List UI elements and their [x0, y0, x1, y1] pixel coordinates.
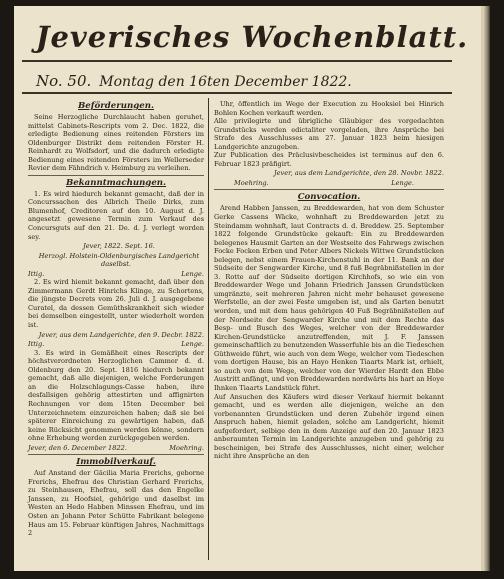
paragraph: 2. Es wird hiemit bekannt gemacht, daß über den Zimmermann Gerdt Hinrichs Klinge, zu Schortens, die jüngste Decrets vom 26. Juli d. J. ausgegebene Curatel, da dessen Gemüthskrankheit sich wieder bei demselben eingestellt, unter wiederholt worden ist.	[28, 278, 204, 330]
signature-name: Lenge.	[181, 269, 204, 278]
signature-line	[28, 444, 204, 453]
section-heading: Beförderungen.	[78, 101, 154, 111]
masthead-rule	[22, 60, 452, 62]
paragraph: Uhr, öffentlich im Wege der Execution zu Hooksiel bei Hinrich Bohlen Kochen verkauft werden. Alle privilegirte und übrigliche Gläubiger des vorgedachten Grundstücks werden edictaliter vorgeladen, ihre Ansprüche bei Strafe des Ausschlusses am 27. Januar 1823 beim hiesigen Landgerichte anzugeben. Zur Publication des Präclusivbescheides ist terminus auf den 6. Februar 1823 präfigirt.	[214, 100, 444, 168]
issue-date: Montag den 16ten December 1822.	[99, 74, 352, 90]
section-heading: Bekanntmachungen.	[65, 177, 167, 188]
paragraph: Arend Habben Janssen, zu Breddewarden, hat von dem Schuster Gerke Cassens Wäcke, wohnhaft zu Breddewarden jetzt zu Steindamm wohnhaft, laut Contracts d. d. Breddew. 25. September 1822 folgende Grundstücke gekauft: Ein zu Breddewarden belegenes Hausmit Garten an der Westseite des Fahrwegs zwischen Focke Focken Erben und Peter Albers Nickels Wittwe Grundstücken belegen, nebst einem Frauen-Kirchenstuhl in der 11. Bank an der Südseite der Sengwarder Kirche, und 8 fuß Begräbnißstellen in der 3. Rotte auf der Südseite dortigen Kirchhofs, so wie ein von Breddewarder Wege und Johann Friedrich Janssen Grundstücken umgränzte, seit mehreren Jahren nicht mehr behauset gewesene Werfstelle, an der zwei Feste umgeben ist, und als Garten benutzt worden, und mit dem haus gehörigen 40 Fuß Begräbnißstellen auf der Nordseite der Sengwarder Kirche und mit dem Rechte das Besp- und Busch des Weges, welcher von der Breddewarder Kirchen-Grundstücke anzutreffenden, mit J. F. Janssen gemeinschaftlich zu benutzenden Wasserfuhle bis an die Tiedeschen Güthweide führt, wie auch von dem Wege, welcher vom Tiedeschen vom dortigen Hause, bis an Hayo Henken Tiaarts Mark ist, erhielt, so auch von dem Wege, welcher von der Wierder Hardt den Ebbe Austritt anfängt, und von Breddewarden nordwärts bis hart an Hoye Ihnken Tiaarts Landstück führt. Auf Ansuchen des Käufers wird dieser Verkauf hiermit bekannt gemacht, und es werden alle diejenigen, welche an den vorbenannten Grundstücken und deren Zubehör irgend einen Anspruch haben, hiemit geladen, solche am Landgericht, hiemit aufgefordert, selbige den in dem Anzeige auf den 20. Januar 1823 anberaumten Termin im Landgerichte anzugeben und gehörig zu bescheinigen, bei Strafe des Ausschlusses, nicht einer, welcher nicht ihre Ansprüche an den	[214, 204, 444, 461]
right-column	[214, 100, 444, 462]
page-edge	[484, 6, 490, 571]
dateline-rule	[22, 92, 452, 94]
left-column	[28, 100, 204, 539]
signature-place: Jever, aus dem Landgerichte, den 28. Novbr. 1822.	[274, 169, 444, 178]
signature-name: Moehring.	[234, 178, 269, 187]
separator	[28, 454, 204, 455]
paragraph: 1. Es wird hiedurch bekannt gemacht, daß der in Concurssachen des Albrich Theile Dirks, zum Blumenhof, Creditoren auf den 10. August d. J. angesetzt gewesene Termin zum Verkauf des Concursguts auf den 21. De. d. J. verlegt worden sey.	[28, 189, 204, 241]
signature-name: Lenge.	[181, 340, 204, 349]
signature-office: Herzogl. Holstein-Oldenburgisches Landgericht daselbst.	[38, 251, 200, 269]
signature-names	[28, 270, 204, 279]
section-heading: Immobilverkauf.	[76, 457, 156, 468]
paragraph: 3. Es wird in Gemäßheit eines Rescripts der höchstverordneten Herzoglichen Cammer d. d. Oldenburg den 20. Sept. 1816 hiedurch bekannt gemacht, daß alle diejenigen, welche Forderungen an die Holzschlagungs-Casse haben, ihre desfallsigen gehörig attestirten und affignirten Rechnungen vor dem 15ten December bei Unterzeichnetem einzureichen haben; daß sie bei späterer Einreichung zu gewärtigen haben, daß keine Rücksicht genommen werden könne, sondern ohne Erhebung werden zurückgegeben werden.	[28, 348, 204, 443]
separator	[28, 175, 204, 176]
signature-name: Ittig.	[28, 340, 45, 349]
signature-name: Ittig.	[28, 269, 45, 278]
signature-place: Jever, den 6. December 1822.	[28, 443, 127, 452]
column-divider	[208, 98, 209, 560]
issue-number: No. 50.	[36, 72, 92, 90]
signature-name: Lenge.	[391, 178, 414, 187]
paragraph: Seine Herzogliche Durchlaucht haben geruhet, mittelst Cabinets-Rescripts vom 2. Dec. 1822, die erledigte Bedienung eines reitenden Försters im Oldenburger Distrikt dem reitenden Förster H. Reinhardt zu Wolfsdorf, und die dadurch erledigte Bedienung eines reitenden Försters im Wellerseder Revier dem Fähndrich v. Heimburg zu verleihen.	[28, 113, 204, 173]
signature-place: Jever, 1822. Sept. 16.	[83, 242, 155, 251]
signature-names	[28, 340, 204, 349]
signature-place: Jever, aus dem Landgerichte, den 9. Decbr. 1822.	[38, 330, 204, 339]
section-heading: Convocation.	[297, 192, 361, 203]
masthead-title: Jeverisches Wochenblatt.	[35, 20, 469, 54]
signature-names	[214, 179, 444, 188]
separator	[214, 189, 444, 190]
dateline	[36, 72, 460, 90]
paragraph: Auf Anstand der Gäcilia Maria Frerichs, geborne Frerichs, Ehefrau des Christian Gerhard Frerichs, zu Steinhausen, Ehefrau, soll das den Engelke Janssen, zu Hoofsiel, gehörige und daselbst im Westen an Hedo Habben Minssen Ehefrau, und im Osten an Johann Peter Schütte Fabrikant belegene Haus am 15. Februar künftigen Jahres, Nachmittags 2	[28, 469, 204, 538]
signature-name: Moehring.	[169, 443, 204, 452]
